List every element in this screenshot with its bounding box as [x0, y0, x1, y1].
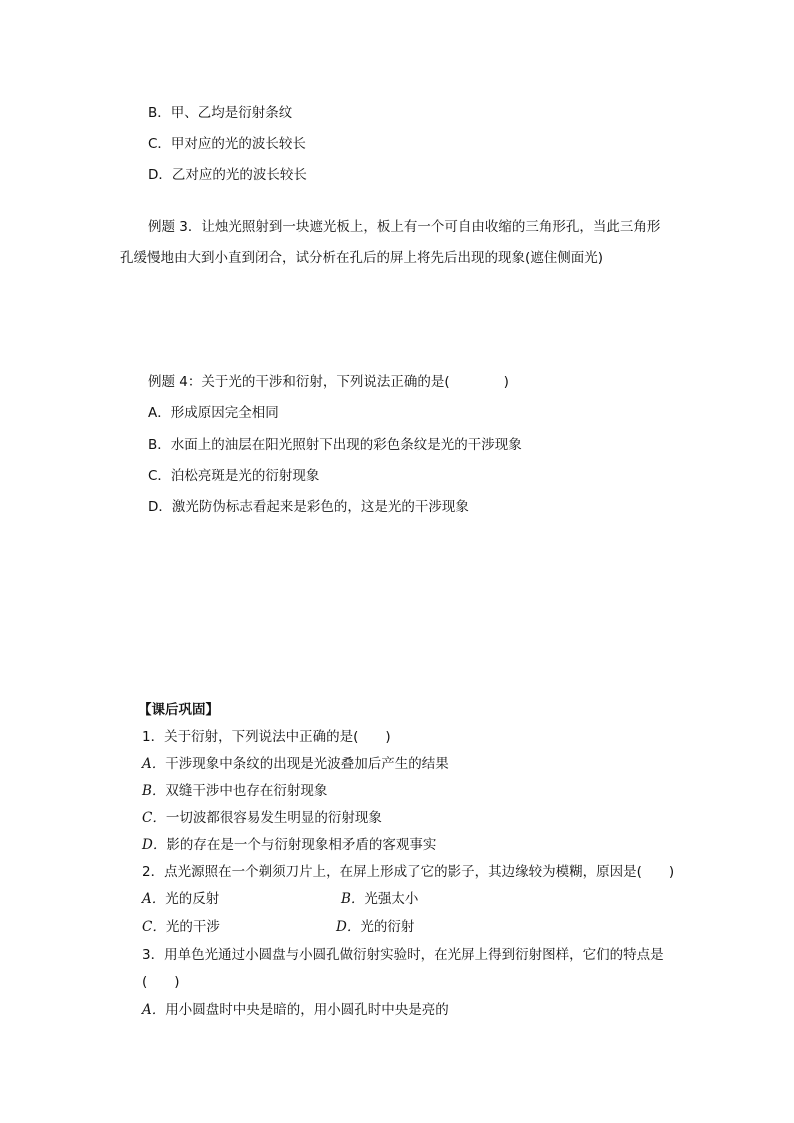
example2-option-d: D．乙对应的光的波长较长	[148, 167, 307, 183]
example4-option-b: B．水面上的油层在阳光照射下出现的彩色条纹是光的干涉现象	[148, 437, 522, 453]
option-text: 光强太小	[364, 891, 419, 907]
example4-option-a: A．形成原因完全相同	[148, 405, 279, 421]
option-letter: A．	[142, 1002, 166, 1018]
option-text: 光的干涉	[165, 919, 220, 935]
option-text: 双缝干涉中也存在衍射现象	[165, 783, 328, 799]
example4-question: 例题 4：关于光的干涉和衍射，下列说法正确的是( )	[148, 374, 509, 390]
option-letter: A．	[142, 891, 166, 907]
review-heading: 【课后巩固】	[138, 702, 219, 718]
review-q1-option-d	[142, 836, 436, 854]
option-letter: A．	[142, 756, 166, 772]
review-q1-option-c	[142, 809, 382, 827]
review-q3-question-line1: 3．用单色光通过小圆盘与小圆孔做衍射实验时，在光屏上得到衍射图样，它们的特点是	[142, 947, 664, 963]
example4-option-c: C．泊松亮斑是光的衍射现象	[148, 468, 320, 484]
option-letter: B．	[142, 783, 166, 799]
review-q1-option-a	[142, 755, 449, 773]
option-text: 光的反射	[165, 891, 220, 907]
example2-option-c: C．甲对应的光的波长较长	[148, 136, 306, 152]
option-letter: D．	[336, 919, 361, 935]
review-q2-option-b	[341, 890, 418, 908]
example3-text-line1: 例题 3．让烛光照射到一块遮光板上，板上有一个可自由收缩的三角形孔，当此三角形	[148, 219, 661, 235]
review-q2-option-c	[142, 918, 220, 936]
review-q1-option-b	[142, 782, 327, 800]
option-text: 光的衍射	[360, 919, 415, 935]
review-q3-option-a	[142, 1001, 449, 1019]
option-text: 干涉现象中条纹的出现是光波叠加后产生的结果	[165, 756, 449, 772]
review-q2-option-d	[336, 918, 414, 936]
example3-text-line2: 孔缓慢地由大到小直到闭合，试分析在孔后的屏上将先后出现的现象(遮住侧面光)	[120, 250, 604, 266]
option-letter: D．	[142, 837, 167, 853]
example2-option-b: B．甲、乙均是衍射条纹	[148, 105, 293, 121]
option-letter: C．	[142, 810, 166, 826]
example4-option-d: D．激光防伪标志看起来是彩色的，这是光的干涉现象	[148, 499, 469, 515]
option-letter: C．	[142, 919, 166, 935]
review-q3-question-line2: ( )	[142, 974, 180, 990]
review-q2-question: 2．点光源照在一个剃须刀片上，在屏上形成了它的影子，其边缘较为模糊，原因是( )	[142, 864, 675, 880]
review-q1-question: 1．关于衍射，下列说法中正确的是( )	[142, 729, 391, 745]
option-text: 用小圆盘时中央是暗的，用小圆孔时中央是亮的	[165, 1002, 449, 1018]
option-letter: B．	[341, 891, 365, 907]
option-text: 一切波都很容易发生明显的衍射现象	[165, 810, 382, 826]
option-text: 影的存在是一个与衍射现象相矛盾的客观事实	[166, 837, 437, 853]
review-q2-option-a	[142, 890, 219, 908]
